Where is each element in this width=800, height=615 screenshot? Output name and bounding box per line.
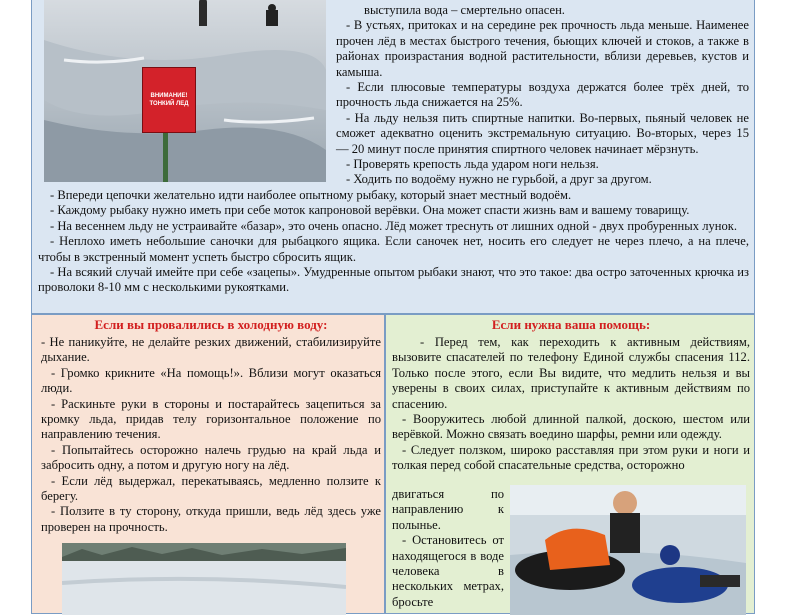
narrow-text-column <box>392 487 504 610</box>
paragraph: - Проверять крепость льда ударом ноги нельзя. <box>346 157 599 172</box>
list-item: - Ползите в ту сторону, откуда пришли, ведь лёд здесь уже проверен на прочность. <box>41 504 381 534</box>
paragraph: - Каждому рыбаку нужно иметь при себе моток капроновой верёвки. Она может спасти жизнь вам и вашему товарищу. <box>50 203 690 218</box>
list-item: - Следует ползком, широко расставляя при этом руки и ноги и толкая перед собой спасательные средства, осторожно <box>392 442 750 473</box>
list-item: двигаться по направлению к полынье. <box>392 487 504 532</box>
lake-illustration <box>62 543 346 615</box>
paragraph: выступила вода – смертельно опасен. <box>364 3 565 17</box>
paragraph: - На всякий случай имейте при себе «зацепы». Умудренные опытом рыбаки знают, что это такое: два остро заточенных крючка из проволоки 8-10 мм с несколькими рукоятками. <box>38 265 749 295</box>
list-item: - Не паникуйте, не делайте резких движений, стабилизируйте дыхание. <box>41 335 381 365</box>
list-item: - Громко крикните «На помощь!». Вблизи могут оказаться люди. <box>41 365 381 396</box>
help-needed-text <box>392 315 750 474</box>
paragraph: - На льду нельзя пить спиртные напитки. Во-первых, пьяный человек не сможет адекватно оценить экстремальную ситуацию. Во-вторых, через 15 — 20 минут после принятия спиртного человек начинает мёрзнуть. <box>336 110 749 156</box>
top-full-text <box>38 188 749 296</box>
box-heading: Если нужна ваша помощь: <box>491 317 651 332</box>
box-heading: Если вы провалились в холодную воду: <box>94 317 328 332</box>
fell-into-water-box <box>31 314 385 614</box>
paragraph: - На весеннем льду не устраивайте «базар», это очень опасно. Лёд может треснуть от лишних одной - двух пробуренных лунок. <box>50 218 738 233</box>
list-item: - Раскиньте руки в стороны и постарайтесь зацепиться за кромку льда, придав телу горизонтальное положение по направлению течения. <box>41 396 381 442</box>
paragraph: - Впереди цепочки желательно идти наиболее опытному рыбаку, который знает местный водоём. <box>50 188 572 202</box>
sign-text: ВНИМАНИЕ! ТОНКИЙ ЛЕД <box>149 93 189 107</box>
thin-ice-warning-sign <box>142 67 196 133</box>
photo-frozen-lake <box>62 543 346 615</box>
list-item: - Попытайтесь осторожно налечь грудью на край льда и забросить одну, а потом и другую ногу на лёд. <box>41 442 381 473</box>
list-item: - Остановитесь от находящегося в воде человека в нескольких метрах, бросьте <box>392 533 504 609</box>
list-item: - Вооружитесь любой длинной палкой, доскою, шестом или верёвкой. Можно связать воедино шарфы, ремни или одежду. <box>392 412 750 442</box>
rescue-illustration <box>510 485 746 615</box>
photo-rescue-demonstration <box>510 485 746 615</box>
list-item: - Перед тем, как переходить к активным действиям, вызовите спасателей по телефону Единой службы спасения 112. Только после этого, если Вы видите, что медлить нельзя и вы уверены в своих силах, приступайте к активным действиям по спасению. <box>392 335 750 411</box>
paragraph: - Неплохо иметь небольшие саночки для рыбацкого ящика. Если саночек нет, носить его следует не через плечо, а на плече, чтобы в экстренный момент успеть быстро сбросить ящик. <box>38 234 749 264</box>
paragraph: - Если плюсовые температуры воздуха держатся более трёх дней, то прочность льда снижается на 25%. <box>336 80 749 110</box>
paragraph: - В устьях, притоках и на середине рек прочность льда меньше. Наименее прочен лёд в местах быстрого течения, бьющих ключей и стоков, а также в районах произрастания водной растительности, вблизи деревьев, кустов и камыша. <box>336 18 749 79</box>
paragraph: - Ходить по водоёму нужно не гурьбой, а друг за другом. <box>346 172 652 187</box>
top-right-text <box>336 3 749 188</box>
help-needed-box <box>385 314 755 614</box>
list-item: - Если лёд выдержал, перекатываясь, медленно ползите к берегу. <box>41 473 381 504</box>
fell-into-water-text <box>41 315 381 535</box>
